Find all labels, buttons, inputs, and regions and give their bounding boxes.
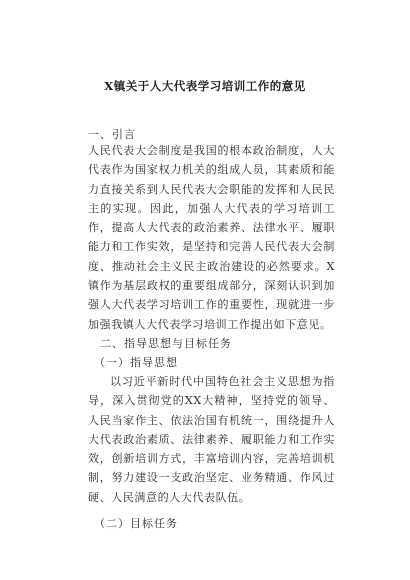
document-title: X镇关于人大代表学习培训工作的意见: [104, 79, 306, 93]
section-heading-introduction: 一、引言: [88, 128, 136, 141]
paragraph-guiding-ideology: 以习近平新时代中国特色社会主义思想为指导，深入贯彻党的XX大精神，坚持党的领导、人民当家作主、依法治国有机统一，围绕提升人大代表政治素质、法律素养、履职能力和工作实效，创新培训方式，丰富培训内容，完善培训机制，努力建设一支政治坚定、业务精通、作风过硬、人民满意的人大代表队伍。: [88, 375, 335, 504]
section-heading-guiding-principles: 二、指导思想与目标任务: [100, 337, 232, 350]
sub-heading-goals-tasks: （二）目标任务: [94, 517, 178, 530]
sub-heading-guiding-ideology: （一）指导思想: [94, 356, 178, 369]
paragraph-introduction: 人民代表大会制度是我国的根本政治制度，人大代表作为国家权力机关的组成人员，其素质和能力直接关系到人民代表大会职能的发挥和人民民主的实现。因此，加强人大代表的学习培训工作，提高人大代表的政治素养、法律水平、履职能力和工作实效，是坚持和完善人民代表大会制度、推动社会主义民主政治建设的必然要求。X镇作为基层政权的重要组成部分，深刻认识到加强人大代表学习培训工作的重要性，现就进一步加强我镇人大代表学习培训工作提出如下意见。: [88, 144, 335, 331]
